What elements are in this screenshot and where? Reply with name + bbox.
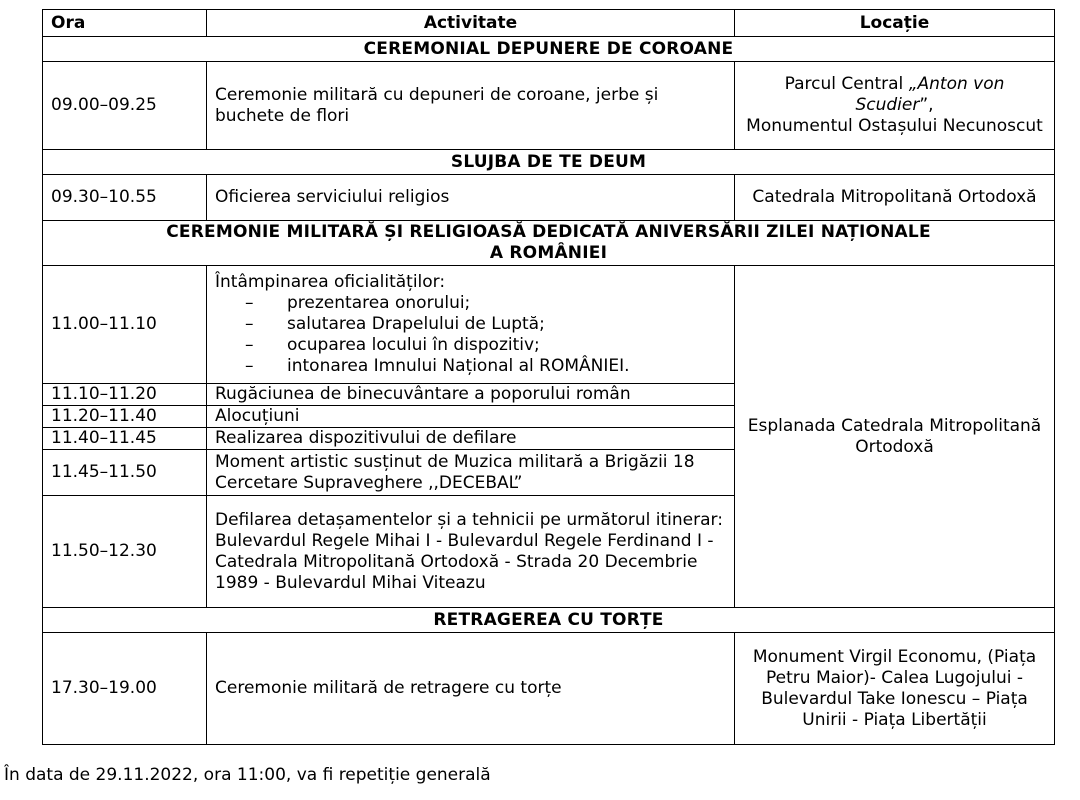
section-row xyxy=(43,608,1055,633)
table-row xyxy=(43,633,1055,745)
table-row xyxy=(43,62,1055,150)
activitate-cell: Defilarea detașamentelor și a tehnicii pe următorul itinerar: Bulevardul Regele Mihai I - Bulevardul Regele Ferdinand I - Catedrala Mitropolitană Ortodoxă - Strada 20 Decembrie 1989 - Bulevardul Mihai Viteazu xyxy=(207,496,735,608)
locatie-text: Parcul Central xyxy=(784,74,909,94)
section-retragere: RETRAGEREA CU TORȚE xyxy=(43,608,1055,633)
footer-note: În data de 29.11.2022, ora 11:00, va fi repetiție generală xyxy=(4,765,491,785)
section-row xyxy=(43,37,1055,62)
activitate-cell: Rugăciunea de binecuvântare a poporului român xyxy=(207,384,735,406)
header-row xyxy=(43,10,1055,37)
section-title-line: CEREMONIE MILITARĂ ȘI RELIGIOASĂ DEDICATĂ ANIVERSĂRII ZILEI NAȚIONALE xyxy=(166,222,931,242)
ora-cell: 09.00–09.25 xyxy=(43,62,207,150)
table-row xyxy=(43,175,1055,221)
locatie-esplanada: Esplanada Catedrala Mitropolitană Ortodoxă xyxy=(735,266,1055,608)
locatie-text: ”, xyxy=(919,95,934,115)
locatie-cell: Monument Virgil Economu, (Piața Petru Maior)- Calea Lugojului - Bulevardul Take Ionescu – Piața Unirii - Piața Libertății xyxy=(735,633,1055,745)
header-locatie: Locație xyxy=(735,10,1055,37)
locatie-cell xyxy=(735,62,1055,150)
list-item: – salutarea Drapelului de Luptă; xyxy=(245,314,726,335)
program-table xyxy=(42,9,1055,745)
ora-cell: 11.10–11.20 xyxy=(43,384,207,406)
locatie-cell: Catedrala Mitropolitană Ortodoxă xyxy=(735,175,1055,221)
activitate-cell: Ceremonie militară cu depuneri de coroane, jerbe și buchete de flori xyxy=(207,62,735,150)
ora-cell: 17.30–19.00 xyxy=(43,633,207,745)
section-te-deum: SLUJBA DE TE DEUM xyxy=(43,150,1055,175)
section-row xyxy=(43,221,1055,266)
ora-cell: 11.00–11.10 xyxy=(43,266,207,384)
ora-cell: 11.40–11.45 xyxy=(43,428,207,450)
section-ziua-nationala xyxy=(43,221,1055,266)
activitate-cell: Oficierea serviciului religios xyxy=(207,175,735,221)
activitate-cell: Realizarea dispozitivului de defilare xyxy=(207,428,735,450)
table-row xyxy=(43,266,1055,384)
list-item: – prezentarea onorului; xyxy=(245,293,726,314)
activitate-title: Întâmpinarea oficialităților: xyxy=(215,272,446,292)
section-title-line: A ROMÂNIEI xyxy=(489,243,608,263)
list-item: – intonarea Imnului Național al ROMÂNIEI. xyxy=(245,356,726,377)
activitate-cell xyxy=(207,266,735,384)
section-ceremonial: CEREMONIAL DEPUNERE DE COROANE xyxy=(43,37,1055,62)
header-activitate: Activitate xyxy=(207,10,735,37)
ora-cell: 11.20–11.40 xyxy=(43,406,207,428)
ora-cell: 09.30–10.55 xyxy=(43,175,207,221)
locatie-text: Monumentul Ostașului Necunoscut xyxy=(746,116,1043,136)
activitate-cell: Alocuțiuni xyxy=(207,406,735,428)
header-ora: Ora xyxy=(43,10,207,37)
section-row xyxy=(43,150,1055,175)
ora-cell: 11.50–12.30 xyxy=(43,496,207,608)
locatie-name: „Anton von Scudier xyxy=(855,74,1005,115)
list-item: – ocuparea locului în dispozitiv; xyxy=(245,335,726,356)
activity-list xyxy=(215,293,726,377)
activitate-cell: Moment artistic susținut de Muzica militară a Brigăzii 18 Cercetare Supraveghere ,,DECEBAL” xyxy=(207,450,735,496)
ora-cell: 11.45–11.50 xyxy=(43,450,207,496)
activitate-cell: Ceremonie militară de retragere cu torțe xyxy=(207,633,735,745)
